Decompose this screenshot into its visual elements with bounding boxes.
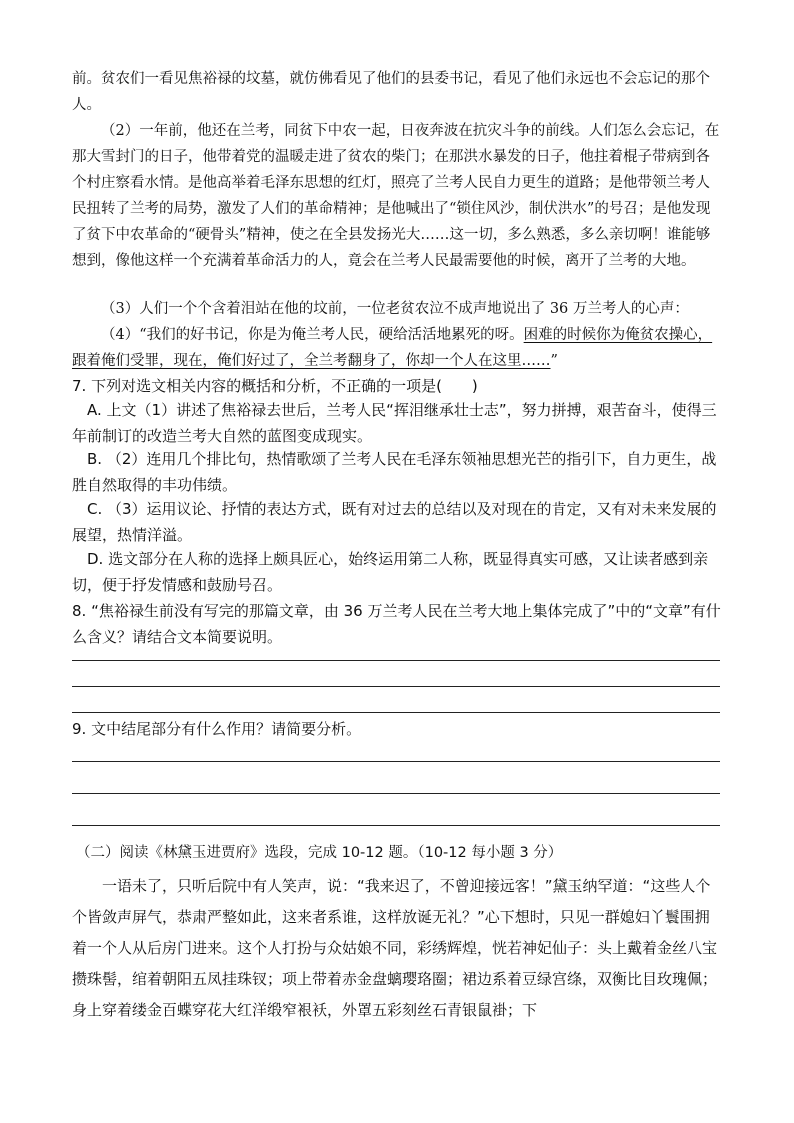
question-7-option-a: A. 上文（1）讲述了焦裕禄去世后，兰考人民“挥泪继承壮士志”，努力拼搏，艰苦奋斗，使得三年前制订的改造兰考大自然的蓝图变成现实。 [72,401,717,445]
passage-continuation: 前。贫农们一看见焦裕禄的坟墓，就仿佛看见了他们的县委书记，看见了他们永远也不会忘记的那个人。 [72,71,710,113]
question-9-stem: 9. 文中结尾部分有什么作用？请简要分析。 [72,720,362,738]
passage-paragraph-4 [72,322,724,374]
answer-line[interactable] [72,793,720,794]
question-7-option-c: C. （3）运用议论、抒情的表达方式，既有对过去的总结以及对现在的肯定，又有对未来发展的展望，热情洋溢。 [72,500,717,544]
answer-line[interactable] [72,660,720,661]
question-7-option-d: D. 选文部分在人称的选择上颇具匠心，始终运用第二人称，既显得真实可感，又让读者感到亲切，便于抒发情感和鼓励号召。 [72,550,709,594]
paragraph-4-underlined-text: 困难的时候你为俺贫农操心，跟着俺们受罪，现在，俺们好过了，全兰考翻身了，你却一个人在这里…… [72,327,713,369]
answer-line[interactable] [72,712,720,713]
passage-paragraph-2: （2）一年前，他还在兰考，同贫下中农一起，日夜奔波在抗灾斗争的前线。人们怎么会忘记，在那大雪封门的日子，他带着党的温暖走进了贫农的柴门；在那洪水暴发的日子，他拄着棍子带病到各个村庄察看水情。是他高举着毛泽东思想的红灯，照亮了兰考人民自力更生的道路；是他带领兰考人民扭转了兰考的局势，激发了人们的革命精神；是他喊出了“锁住风沙，制伏洪水”的号召；是他发现了贫下中农革命的“硬骨头”精神，使之在全县发扬光大……这一切，多么熟悉，多么亲切啊！谁能够想到，像他这样一个充满着革命活力的人，竟会在兰考人民最需要他的时候，离开了兰考的大地。 [72,123,720,269]
question-7-option-b: B. （2）连用几个排比句，热情歌颂了兰考人民在毛泽东领袖思想光芒的指引下，自力更生，战胜自然取得的丰功伟绩。 [72,450,717,494]
paragraph-4-text: （4）“我们的好书记，你是为俺兰考人民，硬给活活地累死的呀。 [101,327,524,343]
answer-line[interactable] [72,825,720,826]
section-2-heading: （二）阅读《林黛玉进贾府》选段，完成 10-12 题。（10-12 每小题 3 分） [76,845,563,861]
question-7-stem: 7. 下列对选文相关内容的概括和分析，不正确的一项是( ) [72,377,478,395]
section-2-passage: 一语未了，只听后院中有人笑声，说：“我来迟了，不曾迎接远客！”黛玉纳罕道：“这些人个个皆敛声屏气，恭肃严整如此，这来者系谁，这样放诞无礼？”心下想时，只见一群媳妇丫鬟围拥着一个人从后房门进来。这个人打扮与众姑娘不同，彩绣辉煌，恍若神妃仙子：头上戴着金丝八宝攒珠髻，绾着朝阳五凤挂珠钗；项上带着赤金盘螭璎珞圈；裙边系着豆绿宫绦，双衡比目玫瑰佩；身上穿着缕金百蝶穿花大红洋缎窄裉袄，外罩五彩刻丝石青银鼠褂；下 [72,877,718,1019]
paragraph-4-close-quote: ” [550,353,558,369]
answer-line[interactable] [72,686,720,687]
question-8-stem: 8. “焦裕禄生前没有写完的那篇文章，由 36 万兰考人民在兰考大地上集体完成了”中的“文章”有什么含义？请结合文本简要说明。 [72,602,721,646]
passage-paragraph-3: （3）人们一个个含着泪站在他的坟前，一位老贫农泣不成声地说出了 36 万兰考人的心声： [101,301,689,317]
answer-line[interactable] [72,761,720,762]
